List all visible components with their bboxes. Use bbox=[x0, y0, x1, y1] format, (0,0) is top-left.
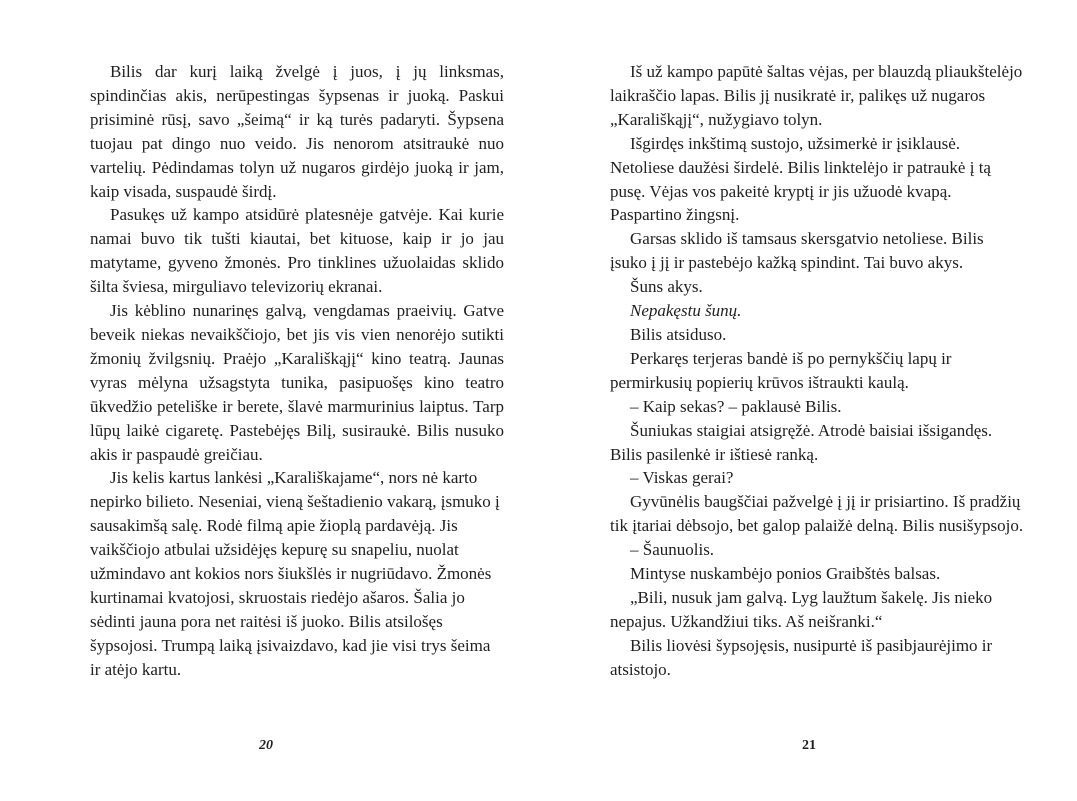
paragraph: Jis kelis kartus lankėsi „Karališkajame“, nors nė karto nepirko bilieto. Neseniai, vieną šeštadienio vakarą, įsmuko į sausakimšą salę. Rodė filmą apie žioplą pardavėją. Jis vaikščiojo atbulai užsidėjęs kepurę su snapeliu, nuolat užmindavo ant kokios nors šiukšlės ir nugriūdavo. Žmonės kurtinamai kvatojosi, skruostais riedėjo ašaros. Šalia jo sėdinti jauna pora net raitėsi iš juoko. Bilis atsilošęs šypsojosi. Trumpą laiką įsivaizdavo, kad jie visi trys šeima ir atėjo kartu. bbox=[90, 468, 500, 679]
paragraph: Gyvūnėlis baugščiai pažvelgė į jį ir prisiartino. Iš pradžių tik įtariai dėbsojo, bet galop palaižė delną. Bilis nusišypsojo. bbox=[610, 492, 1024, 536]
paragraph: „Bili, nusuk jam galvą. Lyg laužtum šakelę. Jis nieko nepajus. Užkandžiui tiks. Aš neišranki.“ bbox=[610, 587, 993, 631]
paragraph: Bilis dar kurį laiką žvelgė į juos, į jų linksmas, spindinčias akis, nerūpestingas šypsenas ir juoką. Paskui prisiminė rūsį, savo „šeimą“ ir ką turės padaryti. Šypsena tuojau pat dingo nuo veido. Jis nenorom atsitraukė nuo vartelių. Pėdindamas tolyn už nugaros girdėjo juoką ir jam, kaip visada, suspaudė širdį. bbox=[90, 62, 504, 201]
paragraph: Išgirdęs inkštimą sustojo, užsimerkė ir įsiklausė. Netoliese daužėsi širdelė. Bilis linktelėjo ir patraukė į tą pusę. Vėjas vos pakeitė kryptį ir jis užuodė kvapą. Paspartino žingsnį. bbox=[610, 133, 991, 225]
paragraph: Perkaręs terjeras bandė iš po pernykščių lapų ir permirkusių popierių krūvos ištraukti kaulą. bbox=[610, 348, 952, 392]
paragraph: Jis kėblino nunarinęs galvą, vengdamas praeivių. Gatve beveik niekas nevaikščiojo, bet jis vis vien nenorėjo sutikti žmonių žvilgsnių. Praėjo „Karališkąjį“ kino teatrą. Jaunas vyras mėlyna užsagstyta tunika, pasipuošęs kino teatro ūkvedžio peteliške ir berete, šlavė marmurinius laiptus. Tarp lūpų laikė cigaretę. Pastebėjęs Bilį, susiraukė. Bilis nusuko akis ir paspaudė greičiau. bbox=[90, 301, 504, 464]
paragraph: Garsas sklido iš tamsaus skersgatvio netoliese. Bilis įsuko į jį ir pastebėjo kažką spindint. Tai buvo akys. bbox=[610, 229, 984, 273]
paragraph: – Šaunuolis. bbox=[630, 540, 715, 560]
paragraph: Šuns akys. bbox=[630, 277, 703, 297]
paragraph: – Kaip sekas? – paklausė Bilis. bbox=[630, 396, 842, 416]
paragraph: – Viskas gerai? bbox=[630, 468, 734, 488]
paragraph: Bilis liovėsi šypsojęsis, nusipurtė iš pasibjaurėjimo ir atsistojo. bbox=[610, 635, 993, 679]
right-page-text bbox=[610, 60, 1024, 682]
page-number-right: 21 bbox=[802, 738, 816, 753]
paragraph: Nepakęstu šunų. bbox=[630, 301, 742, 321]
page-number-left: 20 bbox=[259, 738, 273, 753]
paragraph: Bilis atsiduso. bbox=[630, 324, 727, 344]
paragraph: Šuniukas staigiai atsigręžė. Atrodė baisiai išsigandęs. Bilis pasilenkė ir ištiesė ranką. bbox=[610, 420, 993, 464]
paragraph: Pasukęs už kampo atsidūrė platesnėje gatvėje. Kai kurie namai buvo tik tušti kiautai, bet kituose, kaip ir jo jau matytame, gyveno žmonės. Pro tinklines užuolaidas sklido šilta šviesa, mirguliavo televizorių ekranai. bbox=[90, 205, 504, 297]
paragraph: Mintyse nuskambėjo ponios Graibštės balsas. bbox=[630, 564, 941, 584]
paragraph: Iš už kampo papūtė šaltas vėjas, per blauzdą pliaukštelėjo laikraščio lapas. Bilis jį nusikratė ir, palikęs už nugaros „Karališkąjį“, nužygiavo tolyn. bbox=[610, 62, 1023, 129]
left-page bbox=[90, 60, 504, 682]
left-page-text bbox=[90, 60, 504, 682]
right-page bbox=[610, 60, 1024, 682]
